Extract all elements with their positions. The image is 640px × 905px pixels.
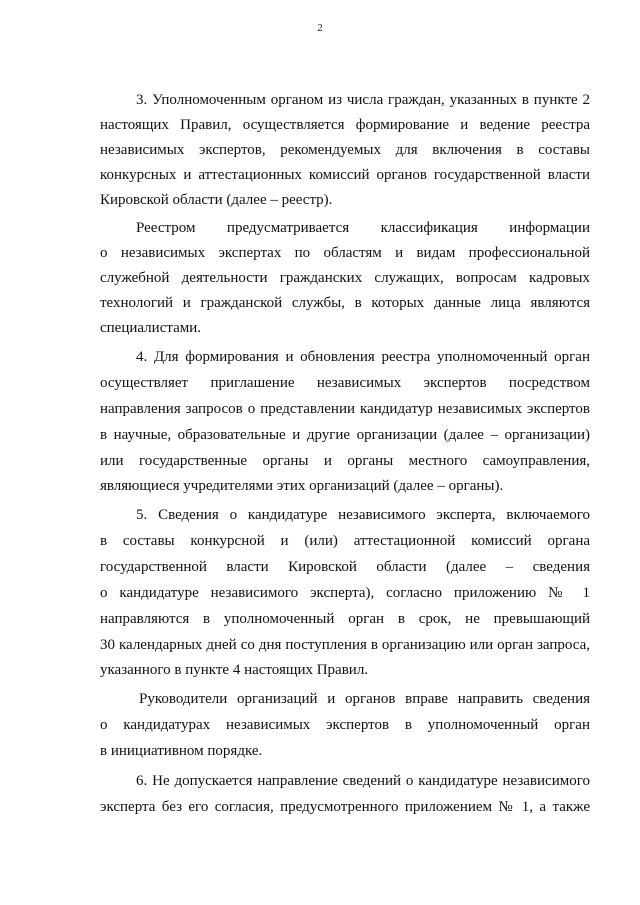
text-line: настоящих Правил, осуществляется формирование и ведение реестра	[100, 117, 590, 133]
text-line: или государственные органы и органы местного самоуправления,	[100, 453, 590, 469]
text-line: конкурсных и аттестационных комиссий органов государственной власти	[100, 167, 590, 183]
text-line: специалистами.	[100, 320, 202, 336]
text-line: осуществляет приглашение независимых экспертов посредством	[100, 375, 590, 391]
text-line: в научные, образовательные и другие организации (далее – организации)	[100, 427, 590, 443]
text-line: 3. Уполномоченным органом из числа граждан, указанных в пункте 2	[136, 92, 590, 108]
text-line: Реестром предусматривается классификация информации	[136, 220, 590, 236]
text-line: в инициативном порядке.	[100, 743, 263, 759]
text-line: 30 календарных дней со дня поступления в организацию или орган запроса,	[100, 637, 590, 653]
page-number: 2	[317, 22, 323, 34]
text-line: 4. Для формирования и обновления реестра уполномоченный орган	[136, 349, 590, 365]
text-line: направления запросов о представлении кандидатур независимых экспертов	[100, 401, 590, 417]
text-line: направляются в уполномоченный орган в срок, не превышающий	[100, 611, 590, 627]
text-line: являющиеся учредителями этих организаций (далее – органы).	[100, 478, 504, 494]
text-line: служебной деятельности гражданских служащих, вопросам кадровых	[100, 270, 590, 286]
text-line: о кандидатурах независимых экспертов в уполномоченный орган	[100, 717, 590, 733]
text-line: Кировской области (далее – реестр).	[100, 192, 333, 208]
text-line: государственной власти Кировской области (далее – сведения	[100, 559, 590, 575]
text-line: в составы конкурсной и (или) аттестационной комиссий органа	[100, 533, 590, 549]
text-line: 5. Сведения о кандидатуре независимого эксперта, включаемого	[136, 507, 590, 523]
text-line: о независимых экспертах по областям и видам профессиональной	[100, 245, 590, 261]
text-line: эксперта без его согласия, предусмотренного приложением № 1, а также	[100, 799, 590, 815]
text-line: Руководители организаций и органов вправе направить сведения	[139, 691, 590, 707]
text-line: 6. Не допускается направление сведений о кандидатуре независимого	[136, 773, 590, 789]
text-line: указанного в пункте 4 настоящих Правил.	[100, 662, 369, 678]
text-line: независимых экспертов, рекомендуемых для включения в составы	[100, 142, 590, 158]
text-line: технологий и гражданской службы, в которых данные лица являются	[100, 295, 590, 311]
text-line: о кандидатуре независимого эксперта), согласно приложению № 1	[100, 585, 590, 601]
